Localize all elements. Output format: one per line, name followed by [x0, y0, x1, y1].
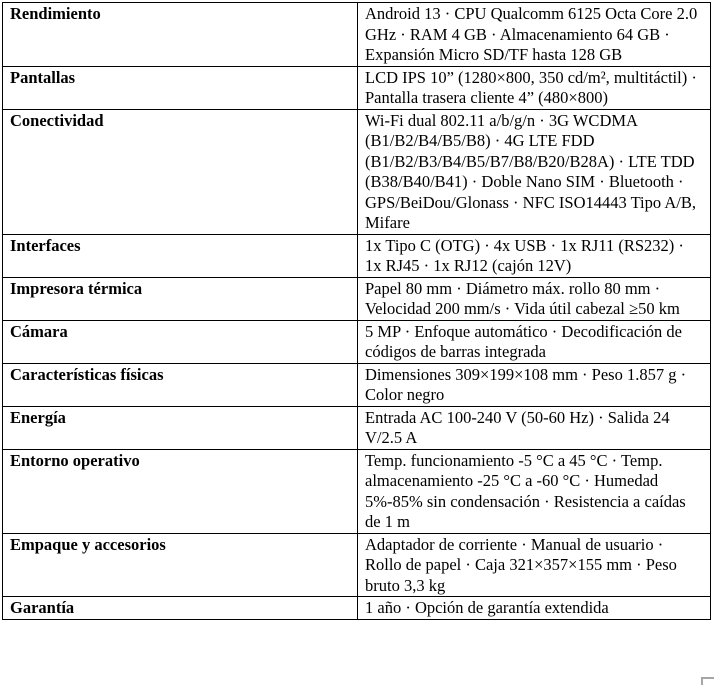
spec-category: Interfaces	[3, 234, 358, 277]
spec-value: Entrada AC 100-240 V (50-60 Hz) · Salida 24 V/2.5 A	[358, 406, 711, 449]
spec-category: Garantía	[3, 597, 358, 620]
table-row	[3, 234, 711, 277]
table-row	[3, 320, 711, 363]
spec-value: Wi-Fi dual 802.11 a/b/g/n · 3G WCDMA (B1/B2/B4/B5/B8) · 4G LTE FDD (B1/B2/B3/B4/B5/B7/B8/B20/B28A) · LTE TDD (B38/B40/B41) · Doble Nano SIM · Bluetooth · GPS/BeiDou/Glonass · NFC ISO14443 Tipo A/B, Mifare	[358, 109, 711, 234]
spec-value: Dimensiones 309×199×108 mm · Peso 1.857 g · Color negro	[358, 363, 711, 406]
spec-value: Adaptador de corriente · Manual de usuario · Rollo de papel · Caja 321×357×155 mm · Peso bruto 3,3 kg	[358, 533, 711, 597]
spec-category: Cámara	[3, 320, 358, 363]
table-row	[3, 66, 711, 109]
spec-table	[2, 2, 711, 620]
spec-value: 5 MP · Enfoque automático · Decodificación de códigos de barras integrada	[358, 320, 711, 363]
table-row	[3, 109, 711, 234]
spec-category: Entorno operativo	[3, 449, 358, 533]
table-row	[3, 533, 711, 597]
table-row	[3, 3, 711, 67]
table-row	[3, 406, 711, 449]
spec-value: Android 13 · CPU Qualcomm 6125 Octa Core 2.0 GHz · RAM 4 GB · Almacenamiento 64 GB · Expansión Micro SD/TF hasta 128 GB	[358, 3, 711, 67]
spec-category: Rendimiento	[3, 3, 358, 67]
spec-category: Energía	[3, 406, 358, 449]
table-row	[3, 597, 711, 620]
spec-category: Empaque y accesorios	[3, 533, 358, 597]
spec-category: Impresora térmica	[3, 277, 358, 320]
table-row	[3, 449, 711, 533]
spec-category: Pantallas	[3, 66, 358, 109]
spec-value: LCD IPS 10” (1280×800, 350 cd/m², multitáctil) · Pantalla trasera cliente 4” (480×800)	[358, 66, 711, 109]
spec-category: Conectividad	[3, 109, 358, 234]
table-row	[3, 363, 711, 406]
spec-value: 1x Tipo C (OTG) · 4x USB · 1x RJ11 (RS232) · 1x RJ45 · 1x RJ12 (cajón 12V)	[358, 234, 711, 277]
spec-category: Características físicas	[3, 363, 358, 406]
spec-value: 1 año · Opción de garantía extendida	[358, 597, 711, 620]
spec-value: Temp. funcionamiento -5 °C a 45 °C · Temp. almacenamiento -25 °C a -60 °C · Humedad 5%-85% sin condensación · Resistencia a caídas de 1 m	[358, 449, 711, 533]
table-row	[3, 277, 711, 320]
spec-table-body	[3, 3, 711, 620]
table-resize-handle[interactable]	[701, 677, 714, 685]
spec-value: Papel 80 mm · Diámetro máx. rollo 80 mm · Velocidad 200 mm/s · Vida útil cabezal ≥50 km	[358, 277, 711, 320]
